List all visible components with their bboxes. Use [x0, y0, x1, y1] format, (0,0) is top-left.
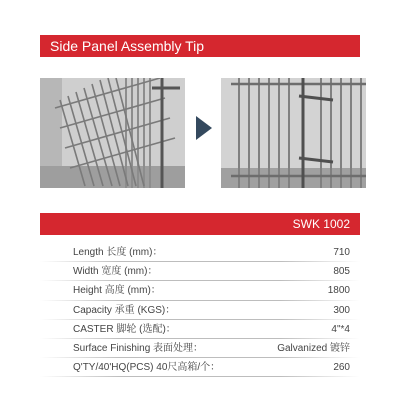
spec-row-quantity-per-container: [40, 358, 360, 377]
play-triangle-icon: [196, 116, 212, 140]
spec-row-width: [40, 262, 360, 281]
spec-value: Galvanized 镀锌: [277, 343, 350, 355]
model-number: SWK 1002: [292, 217, 350, 231]
spec-label: Width 宽度 (mm)：: [73, 266, 158, 278]
spec-label: Q'TY/40'HQ(PCS) 40尺高箱/个：: [73, 362, 221, 374]
spec-value: 1800: [327, 285, 350, 297]
spec-row-length: [40, 243, 360, 262]
spec-label: Surface Finishing 表面处理：: [73, 343, 204, 355]
spec-table: [40, 243, 360, 377]
spec-value: 260: [333, 362, 350, 374]
spec-label: Height 高度 (mm)：: [73, 285, 161, 297]
spec-label: Capacity 承重 (KGS)：: [73, 304, 176, 316]
spec-label: Length 长度 (mm)：: [73, 247, 163, 259]
cage-panel-assembled-photo: [221, 78, 366, 188]
before-assembly-photo: [40, 78, 185, 188]
spec-value: 710: [333, 247, 350, 259]
spec-value: 805: [333, 266, 350, 278]
after-assembly-photo: [221, 78, 366, 188]
cage-panel-open-photo: [40, 78, 185, 188]
model-header-bar: [40, 213, 360, 235]
spec-row-height: [40, 281, 360, 300]
spec-row-caster: [40, 320, 360, 339]
section-title: Side Panel Assembly Tip: [50, 38, 205, 54]
spec-value: 4"*4: [331, 323, 350, 335]
spec-row-surface-finishing: [40, 339, 360, 358]
spec-label: CASTER 脚轮 (选配)：: [73, 323, 176, 335]
spec-value: 300: [333, 304, 350, 316]
spec-row-capacity: [40, 301, 360, 320]
section-title-banner: [40, 35, 360, 57]
